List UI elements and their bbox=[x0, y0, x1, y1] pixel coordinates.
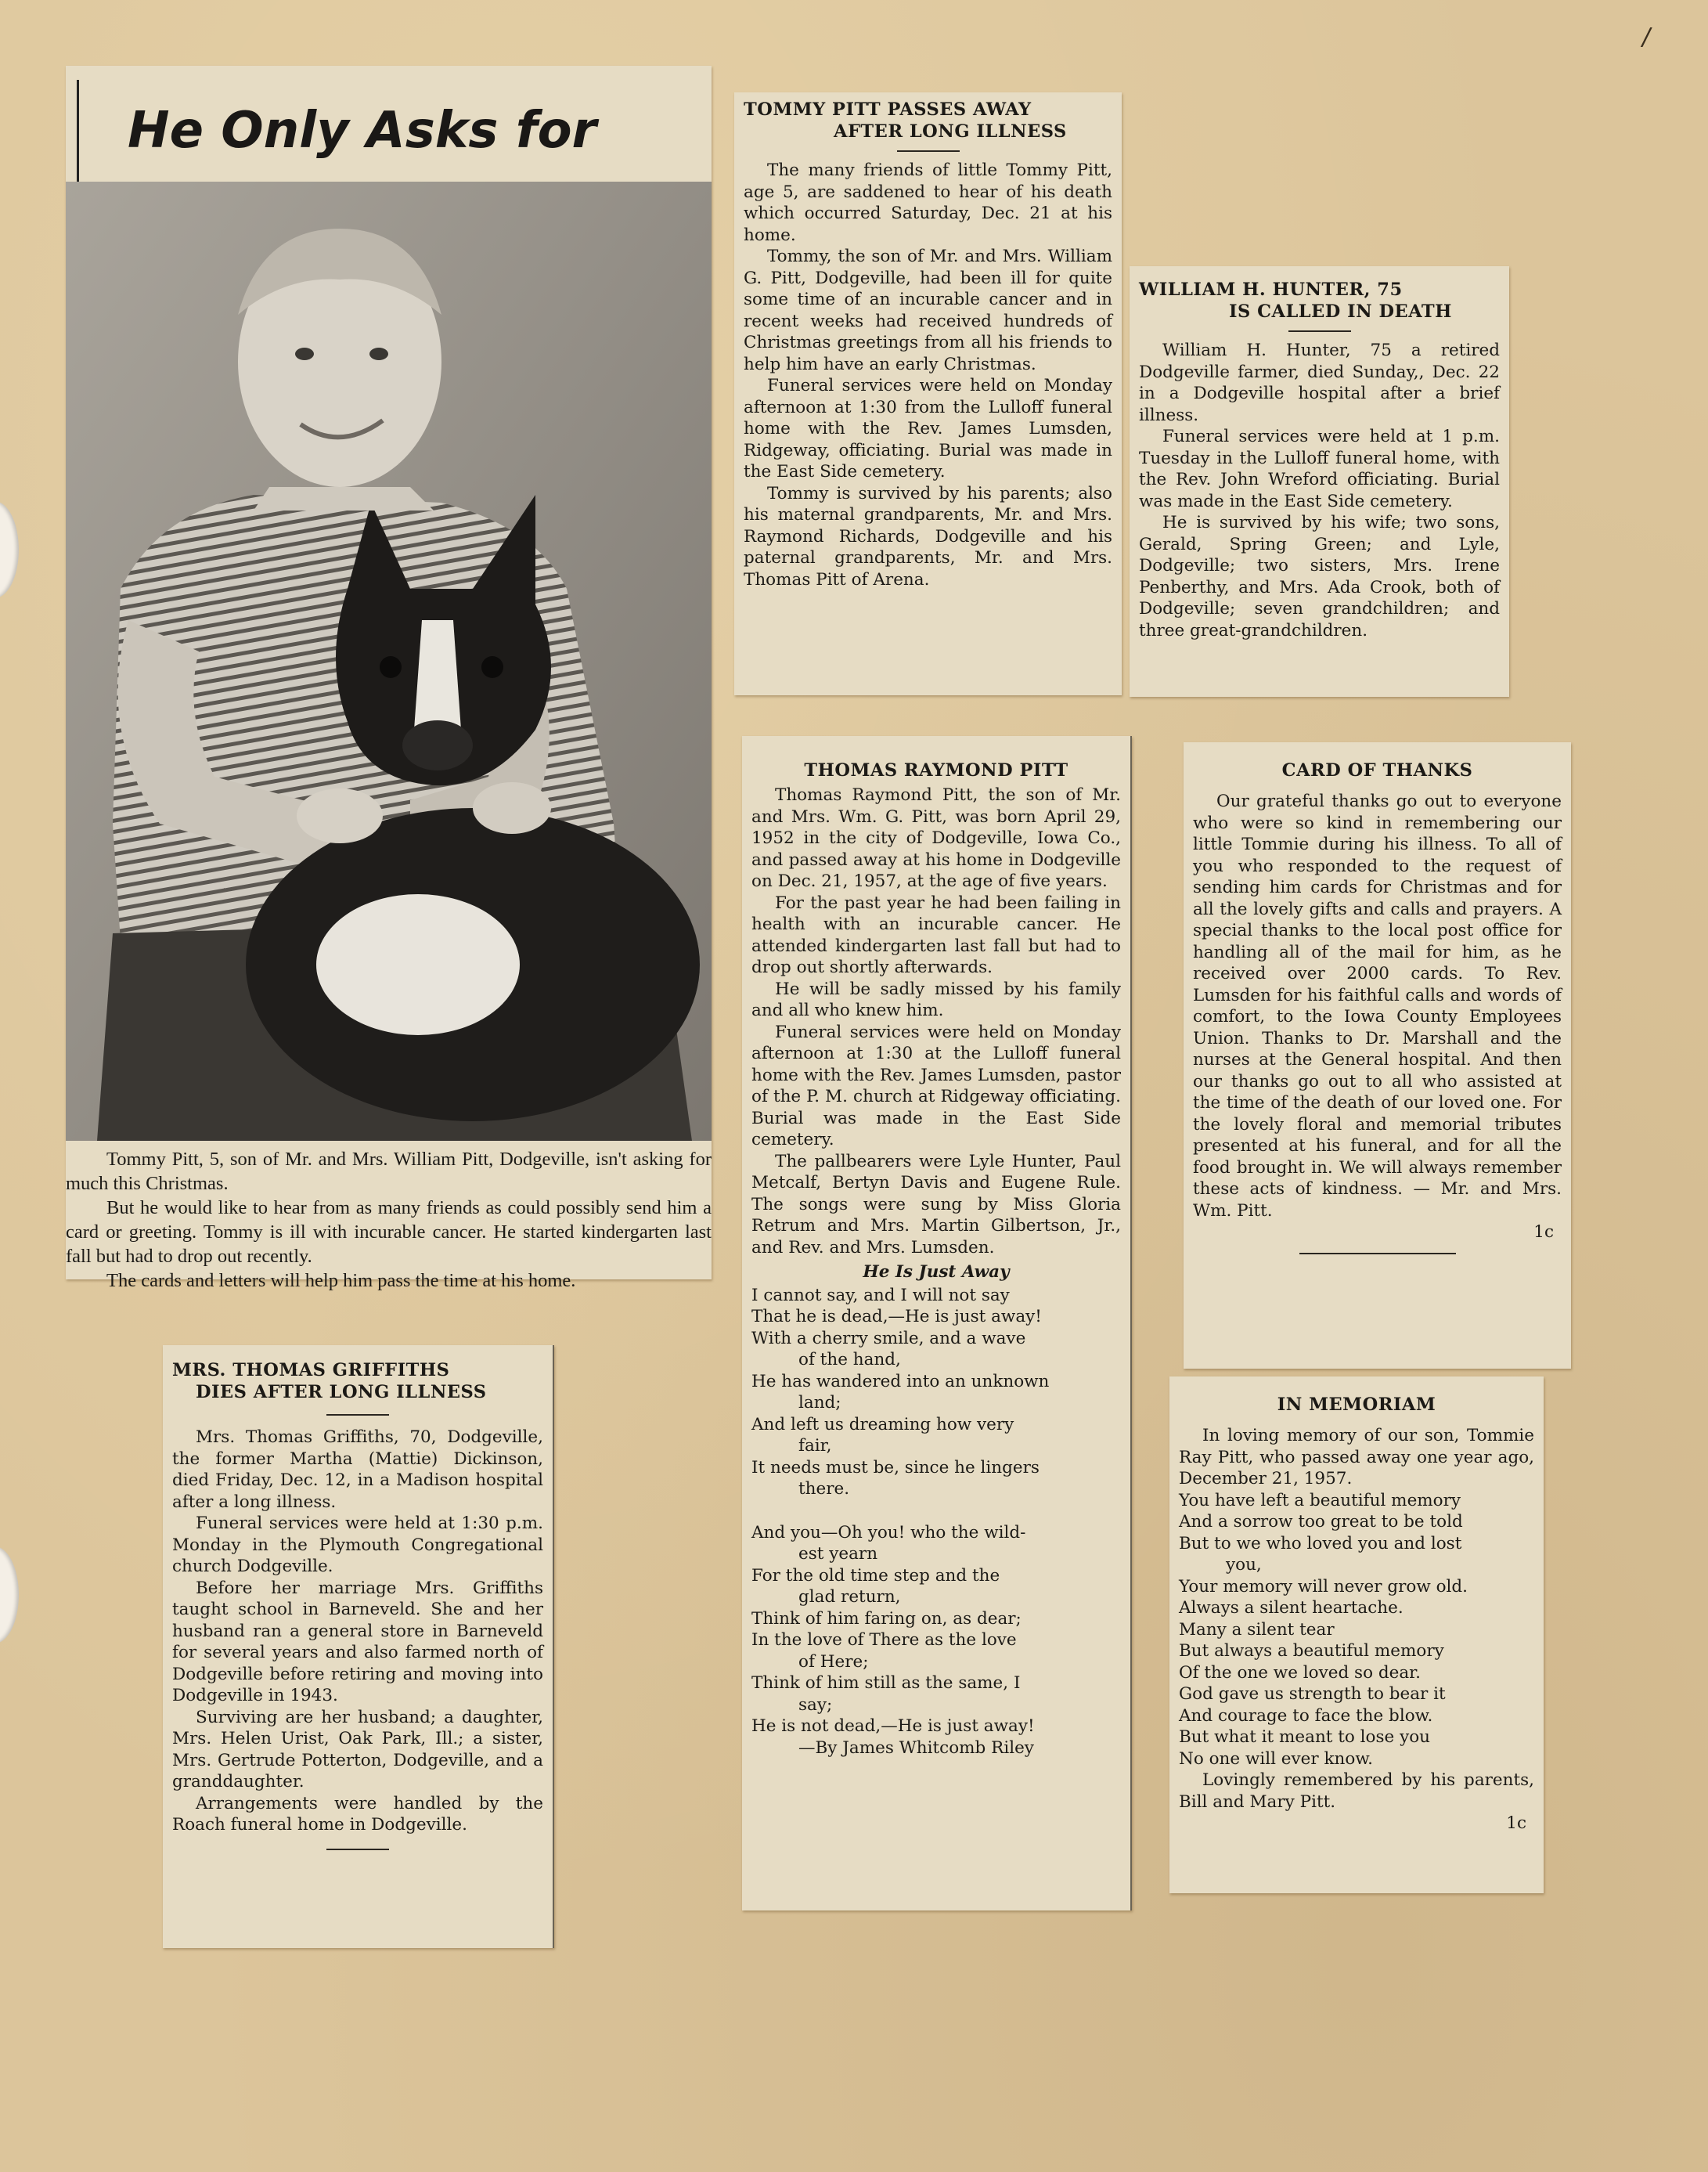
poem-line: But always a beautiful memory bbox=[1179, 1641, 1444, 1661]
poem-title: He Is Just Away bbox=[863, 1262, 1010, 1282]
page-corner-mark: / bbox=[1642, 23, 1651, 51]
poem-line: That he is dead,—He is just away! bbox=[751, 1307, 1042, 1326]
card-of-thanks-clipping bbox=[1184, 742, 1571, 1369]
paragraph: Surviving are her husband; a daughter, Mrs. Helen Urist, Oak Park, Ill.; a sister, Mrs. Gertrude Potterton, Dodgeville, and a granddaughter. bbox=[172, 1707, 543, 1791]
in-memoriam-clipping bbox=[1169, 1376, 1544, 1893]
poem-line: Think of him faring on, as dear; bbox=[751, 1608, 1022, 1629]
poem-line: And you—Oh you! who the wild- bbox=[751, 1522, 1026, 1542]
spacer bbox=[1193, 781, 1562, 791]
boy-with-dog-photo bbox=[66, 182, 712, 1141]
memoriam-intro bbox=[1179, 1425, 1534, 1490]
paragraph: For the past year he had been failing in health with an incurable cancer. He attended kindergarten last fall but had to drop out shortly afterwards. bbox=[751, 893, 1121, 977]
title-line-1: WILLIAM H. HUNTER, 75 bbox=[1139, 280, 1403, 300]
poem-line: And a sorrow too great to be told bbox=[1179, 1512, 1463, 1532]
poem-line: I cannot say, and I will not say bbox=[751, 1285, 1010, 1305]
mail-clipping bbox=[66, 66, 712, 1291]
paragraph: In loving memory of our son, Tommie Ray Pitt, who passed away one year ago, December 21, 1957. bbox=[1179, 1426, 1534, 1488]
poem-line: With a cherry smile, and a wave bbox=[751, 1328, 1026, 1348]
poem-line: Many a silent tear bbox=[1179, 1619, 1335, 1640]
poem-line: God gave us strength to bear it bbox=[1179, 1684, 1446, 1704]
tommy-pitt-obituary-clipping bbox=[734, 92, 1122, 695]
poem-line: But to we who loved you and lost bbox=[1179, 1533, 1462, 1553]
paragraph: He is survived by his wife; two sons, Gerald, Spring Green; and Lyle, Dodgeville; two sisters, Mrs. Irene Penberthy, and Mrs. Ada Crook, both of Dodgeville; seven grandchildren; and three great-grandchildren. bbox=[1139, 513, 1500, 640]
paragraph: Before her marriage Mrs. Griffiths taught school in Barneveld. She and her husband ran a general store in Barneveld for several years and also farmed north of Dodgeville before retiring and moving into Dodgeville in 1943. bbox=[172, 1578, 543, 1705]
poem-line: For the old time step and the bbox=[751, 1565, 1000, 1586]
memoriam-closing bbox=[1179, 1770, 1534, 1835]
bottom-rule bbox=[1299, 1253, 1456, 1254]
headline: He Only Asks for bbox=[77, 80, 703, 182]
poem-line: Think of him still as the same, I bbox=[751, 1673, 1021, 1693]
poem-line: But what it meant to lose you bbox=[1179, 1727, 1431, 1747]
poem bbox=[751, 1285, 1121, 1759]
thanks-title: CARD OF THANKS bbox=[1281, 760, 1473, 781]
poem-line: of Here; bbox=[798, 1651, 869, 1672]
poem-line: Of the one we loved so dear. bbox=[1179, 1662, 1421, 1683]
poem-line: No one will ever know. bbox=[1179, 1748, 1374, 1769]
poem-line: you, bbox=[1226, 1555, 1262, 1575]
paragraph: Funeral services were held at 1:30 p.m. Monday in the Plymouth Congregational church Dodgeville. bbox=[172, 1514, 543, 1576]
poem-line: say; bbox=[798, 1694, 833, 1715]
spacer bbox=[1179, 1416, 1534, 1425]
title-line-2: IS CALLED IN DEATH bbox=[1229, 301, 1452, 322]
notice-code: 1c bbox=[1506, 1813, 1526, 1833]
poem-line: And left us dreaming how very bbox=[751, 1414, 1014, 1434]
paragraph: He will be sadly missed by his family and all who knew him. bbox=[751, 979, 1121, 1020]
title-line-2: AFTER LONG ILLNESS bbox=[834, 121, 1067, 142]
poem-line: You have left a beautiful memory bbox=[1179, 1490, 1461, 1510]
poem bbox=[1179, 1490, 1534, 1770]
paragraph: Our grateful thanks go out to everyone who were so kind in remembering our little Tommie during his illness. To all of you who responded to the request of sending him cards for Christmas and for all the lovely gifts and calls and prayers. A special thanks to the local post office for handling all of the mail for him, as he received over 2000 cards. To Rev. Lumsden for his faithful calls and words of comfort, to the Iowa County Employees Union. Thanks to Dr. Marshall and the nurses at the General hospital. And then our thanks go out to all who assisted at the time of the death of our loved one. For the lovely floral and memorial tributes presented at his funeral, and for all the food brought in. We will always remember these acts of kindness. — Mr. and Mrs. Wm. Pitt. bbox=[1193, 792, 1562, 1221]
thomas-raymond-pitt-clipping bbox=[742, 736, 1132, 1910]
obituary-body bbox=[1139, 340, 1500, 641]
poem-line: fair, bbox=[798, 1436, 832, 1456]
paragraph: Thomas Raymond Pitt, the son of Mr. and Mrs. Wm. G. Pitt, was born April 29, 1952 in the city of Dodgeville, Iowa Co., and passed away at his home in Dodgeville on Dec. 21, 1957, at the age of five years. bbox=[751, 785, 1121, 891]
obituary-title bbox=[1139, 279, 1500, 323]
poem-line: est yearn bbox=[798, 1544, 878, 1564]
obituary-title bbox=[172, 1359, 543, 1403]
paragraph: Tommy is survived by his parents; also his maternal grandparents, Mr. and Mrs. Raymond Richards, Dodgeville and his paternal grandparents, Mr. and Mrs. Thomas Pitt of Arena. bbox=[744, 483, 1112, 590]
griffiths-obituary-clipping bbox=[163, 1345, 554, 1948]
paragraph: Funeral services were held on Monday afternoon at 1:30 from the Lulloff funeral home with the Rev. James Lumsden, Ridgeway, officiating. Burial was made in the East Side cemetery. bbox=[744, 376, 1112, 482]
photo-caption bbox=[66, 1142, 712, 1293]
paragraph: Lovingly remembered by his parents, Bill and Mary Pitt. bbox=[1179, 1770, 1534, 1812]
obituary-title: THOMAS RAYMOND PITT bbox=[804, 760, 1068, 781]
memoriam-title: IN MEMORIAM bbox=[1277, 1394, 1436, 1415]
paragraph: William H. Hunter, 75 a retired Dodgeville farmer, died Sunday,, Dec. 22 in a Dodgeville hospital after a brief illness. bbox=[1139, 341, 1500, 425]
william-hunter-obituary-clipping bbox=[1130, 266, 1509, 697]
title-line-2: DIES AFTER LONG ILLNESS bbox=[196, 1382, 487, 1402]
poem-line: Your memory will never grow old. bbox=[1179, 1576, 1468, 1597]
title-rule bbox=[326, 1414, 389, 1416]
paragraph: The pallbearers were Lyle Hunter, Paul Metcalf, Bertyn Davis and Eugene Rule. The songs were sung by Miss Gloria Retrum and Mrs. Martin Gilbertson, Jr., and Rev. and Mrs. Lumsden. bbox=[751, 1151, 1121, 1257]
paragraph: Tommy, the son of Mr. and Mrs. William G. Pitt, Dodgeville, had been ill for quite some time of an incurable cancer and in recent weeks had received hundreds of Christmas greetings from all his friends to help him have an early Christmas. bbox=[744, 247, 1112, 374]
poem-line: —By James Whitcomb Riley bbox=[798, 1737, 1034, 1758]
poem-line bbox=[751, 1500, 1121, 1522]
poem-line: there. bbox=[798, 1479, 850, 1499]
poem-line: of the hand, bbox=[798, 1350, 901, 1369]
poem-line: glad return, bbox=[798, 1587, 901, 1607]
poem-line: It needs must be, since he lingers bbox=[751, 1457, 1040, 1477]
bottom-rule bbox=[326, 1849, 389, 1850]
thanks-body bbox=[1193, 791, 1562, 1243]
poem-line: land; bbox=[798, 1393, 841, 1413]
paragraph: Funeral services were held at 1 p.m. Tuesday in the Lulloff funeral home, with the Rev. John Wreford officiating. Burial was made in the East Side cemetery. bbox=[1139, 427, 1500, 511]
caption-paragraph: But he would like to hear from as many friends as could possibly send him a card or greeting. Tommy is ill with incurable cancer. He started kindergarten last fall but had to drop out recently. bbox=[66, 1197, 712, 1267]
title-rule bbox=[1288, 330, 1351, 332]
poem-line: Always a silent heartache. bbox=[1179, 1598, 1404, 1618]
title-rule bbox=[897, 150, 960, 152]
paragraph: Funeral services were held on Monday afternoon at 1:30 at the Lulloff funeral home with the Rev. James Lumsden, pastor of the P. M. church at Ridgeway officiating. Burial was made in the East Side cemetery. bbox=[751, 1022, 1121, 1149]
paragraph: Arrangements were handled by the Roach funeral home in Dodgeville. bbox=[172, 1793, 543, 1835]
binder-hole-bottom bbox=[0, 1546, 19, 1643]
title-line-1: TOMMY PITT PASSES AWAY bbox=[744, 99, 1032, 120]
caption-paragraph: The cards and letters will help him pass the time at his home. bbox=[106, 1270, 576, 1291]
title-line-1: MRS. THOMAS GRIFFITHS bbox=[172, 1360, 450, 1380]
poem-line: And courage to face the blow. bbox=[1179, 1705, 1433, 1726]
poem-line: In the love of There as the love bbox=[751, 1630, 1017, 1650]
obituary-title bbox=[744, 99, 1112, 143]
paragraph: The many friends of little Tommy Pitt, age 5, are saddened to hear of his death which occurred Saturday, Dec. 21 at his home. bbox=[744, 161, 1112, 245]
poem-line: He is not dead,—He is just away! bbox=[751, 1716, 1035, 1736]
poem-line: He has wandered into an unknown bbox=[751, 1371, 1050, 1391]
obituary-body bbox=[744, 160, 1112, 590]
caption-paragraph: Tommy Pitt, 5, son of Mr. and Mrs. William Pitt, Dodgeville, isn't asking for much this Christmas. bbox=[66, 1149, 712, 1194]
notice-code: 1c bbox=[1533, 1222, 1554, 1242]
paragraph: Mrs. Thomas Griffiths, 70, Dodgeville, the former Martha (Mattie) Dickinson, died Friday, Dec. 12, in a Madison hospital after a long illness. bbox=[172, 1427, 543, 1512]
obituary-body bbox=[751, 785, 1121, 1258]
obituary-body bbox=[172, 1427, 543, 1836]
binder-hole-top bbox=[0, 501, 19, 598]
